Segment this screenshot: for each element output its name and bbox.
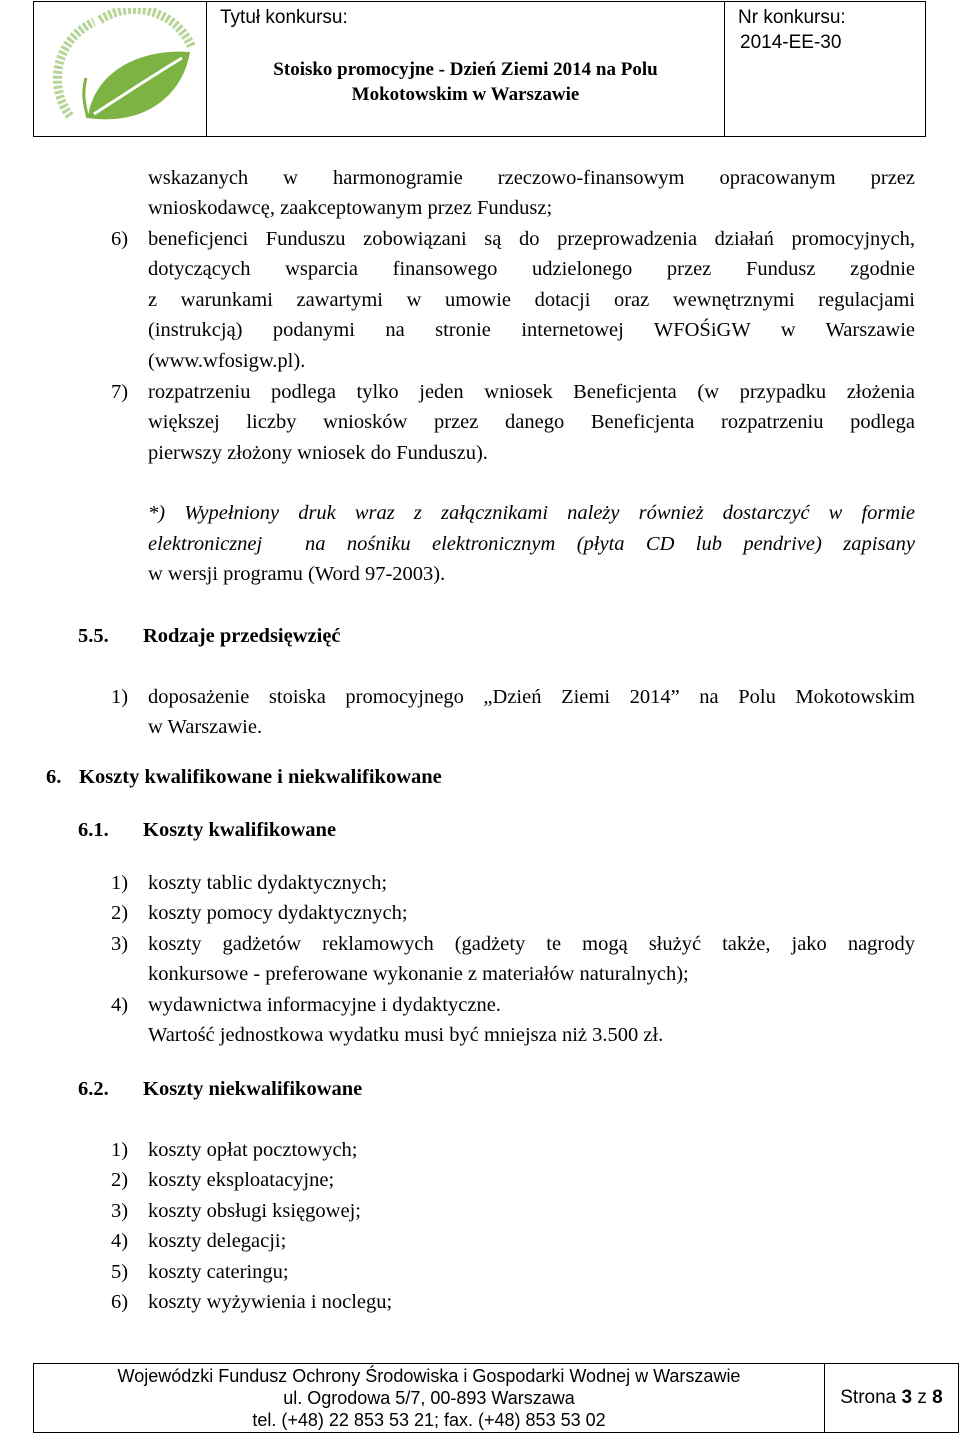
list-number: 6)	[111, 1291, 129, 1313]
list-item: koszty opłat pocztowych;	[148, 1139, 358, 1161]
footer-org-name: Wojewódzki Fundusz Ochrony Środowiska i Gospodarki Wodnej w Warszawie	[117, 1366, 741, 1386]
contest-title: Stoisko promocyjne - Dzień Ziemi 2014 na Polu Mokotowskim w Warszawie	[273, 59, 658, 105]
list-number: 3)	[111, 1200, 129, 1222]
list-item: koszty pomocy dydaktycznych;	[148, 902, 408, 924]
paragraph-line: rozpatrzeniu podlega tylko jeden wniosek Beneficjenta (w przypadku złożenia	[148, 381, 915, 403]
list-number: 4)	[111, 994, 129, 1016]
list-item: koszty wyżywienia i noclegu;	[148, 1291, 393, 1313]
list-number: 4)	[111, 1230, 129, 1252]
footer-street: ul. Ogrodowa 5/7, 00-893 Warszawa	[283, 1388, 575, 1408]
list-item: koszty gadżetów reklamowych (gadżety te mogą służyć także, jako nagrody	[148, 933, 915, 955]
list-item: wydawnictwa informacyjne i dydaktyczne.	[148, 994, 501, 1016]
list-number: 7)	[111, 381, 129, 403]
value-limit-note: Wartość jednostkowa wydatku musi być mniejsza niż 3.500 zł.	[148, 1024, 664, 1046]
list-item: koszty tablic dydaktycznych;	[148, 872, 388, 894]
leaf-logo-icon	[42, 8, 200, 130]
list-number: 2)	[111, 902, 129, 924]
note-line: elektronicznej na nośniku elektronicznym (płyta CD lub pendrive) zapisany	[148, 533, 915, 555]
note-line: *) Wypełniony druk wraz z załącznikami należy również dostarczyć w formie	[148, 502, 915, 524]
paragraph-line: doposażenie stoiska promocyjnego „Dzień Ziemi 2014” na Polu Mokotowskim	[148, 686, 915, 708]
page-header	[33, 1, 926, 137]
paragraph-line: w Warszawie.	[148, 716, 263, 738]
number-cell	[725, 2, 925, 136]
list-number: 1)	[111, 1139, 129, 1161]
section-number: 6.1.	[78, 819, 109, 841]
paragraph-line: wnioskodawcę, zaakceptowanym przez Fundusz;	[148, 197, 553, 219]
paragraph-line: z warunkami zawartymi w umowie dotacji oraz wewnętrznymi regulacjami	[148, 289, 915, 311]
list-item: koszty obsługi księgowej;	[148, 1200, 361, 1222]
page-footer	[33, 1363, 959, 1433]
section-title: Koszty kwalifikowane i niekwalifikowane	[79, 766, 442, 788]
section-title: Koszty kwalifikowane	[143, 819, 337, 841]
paragraph-line: wskazanych w harmonogramie rzeczowo-finansowym opracowanym przez	[148, 167, 915, 189]
list-item: koszty delegacji;	[148, 1230, 287, 1252]
contest-number: 2014-EE-30	[740, 32, 842, 53]
paragraph-line: beneficjenci Funduszu zobowiązani są do przeprowadzenia działań promocyjnych,	[148, 228, 915, 250]
section-title: Rodzaje przedsięwzięć	[143, 625, 341, 647]
list-item: koszty cateringu;	[148, 1261, 289, 1283]
paragraph-line: (www.wfosigw.pl).	[148, 350, 306, 372]
section-number: 6.2.	[78, 1078, 109, 1100]
section-number: 5.5.	[78, 625, 109, 647]
page-number: Strona 3 z 8	[840, 1387, 943, 1408]
logo-cell	[34, 2, 207, 136]
list-number: 1)	[111, 686, 129, 708]
number-label: Nr konkursu:	[738, 7, 846, 28]
footer-address	[34, 1364, 825, 1432]
list-number: 2)	[111, 1169, 129, 1191]
paragraph-line: większej liczby wniosków przez danego Beneficjenta rozpatrzeniu podlega	[148, 411, 915, 433]
list-number: 1)	[111, 872, 129, 894]
section-number: 6.	[46, 766, 62, 788]
note-line: w wersji programu (Word 97-2003).	[148, 563, 446, 585]
paragraph-line: pierwszy złożony wniosek do Funduszu).	[148, 442, 488, 464]
title-label: Tytuł konkursu:	[220, 7, 348, 28]
paragraph-line: (instrukcją) podanymi na stronie internetowej WFOŚiGW w Warszawie	[148, 319, 915, 341]
paragraph-line: dotyczących wsparcia finansowego udzielonego przez Fundusz zgodnie	[148, 258, 915, 280]
list-number: 3)	[111, 933, 129, 955]
list-number: 6)	[111, 228, 129, 250]
list-item: koszty eksploatacyjne;	[148, 1169, 335, 1191]
section-title: Koszty niekwalifikowane	[143, 1078, 363, 1100]
list-number: 5)	[111, 1261, 129, 1283]
list-item: konkursowe - preferowane wykonanie z materiałów naturalnych);	[148, 963, 689, 985]
footer-phone: tel. (+48) 22 853 53 21; fax. (+48) 853 53 02	[252, 1410, 606, 1430]
title-cell	[207, 2, 725, 136]
